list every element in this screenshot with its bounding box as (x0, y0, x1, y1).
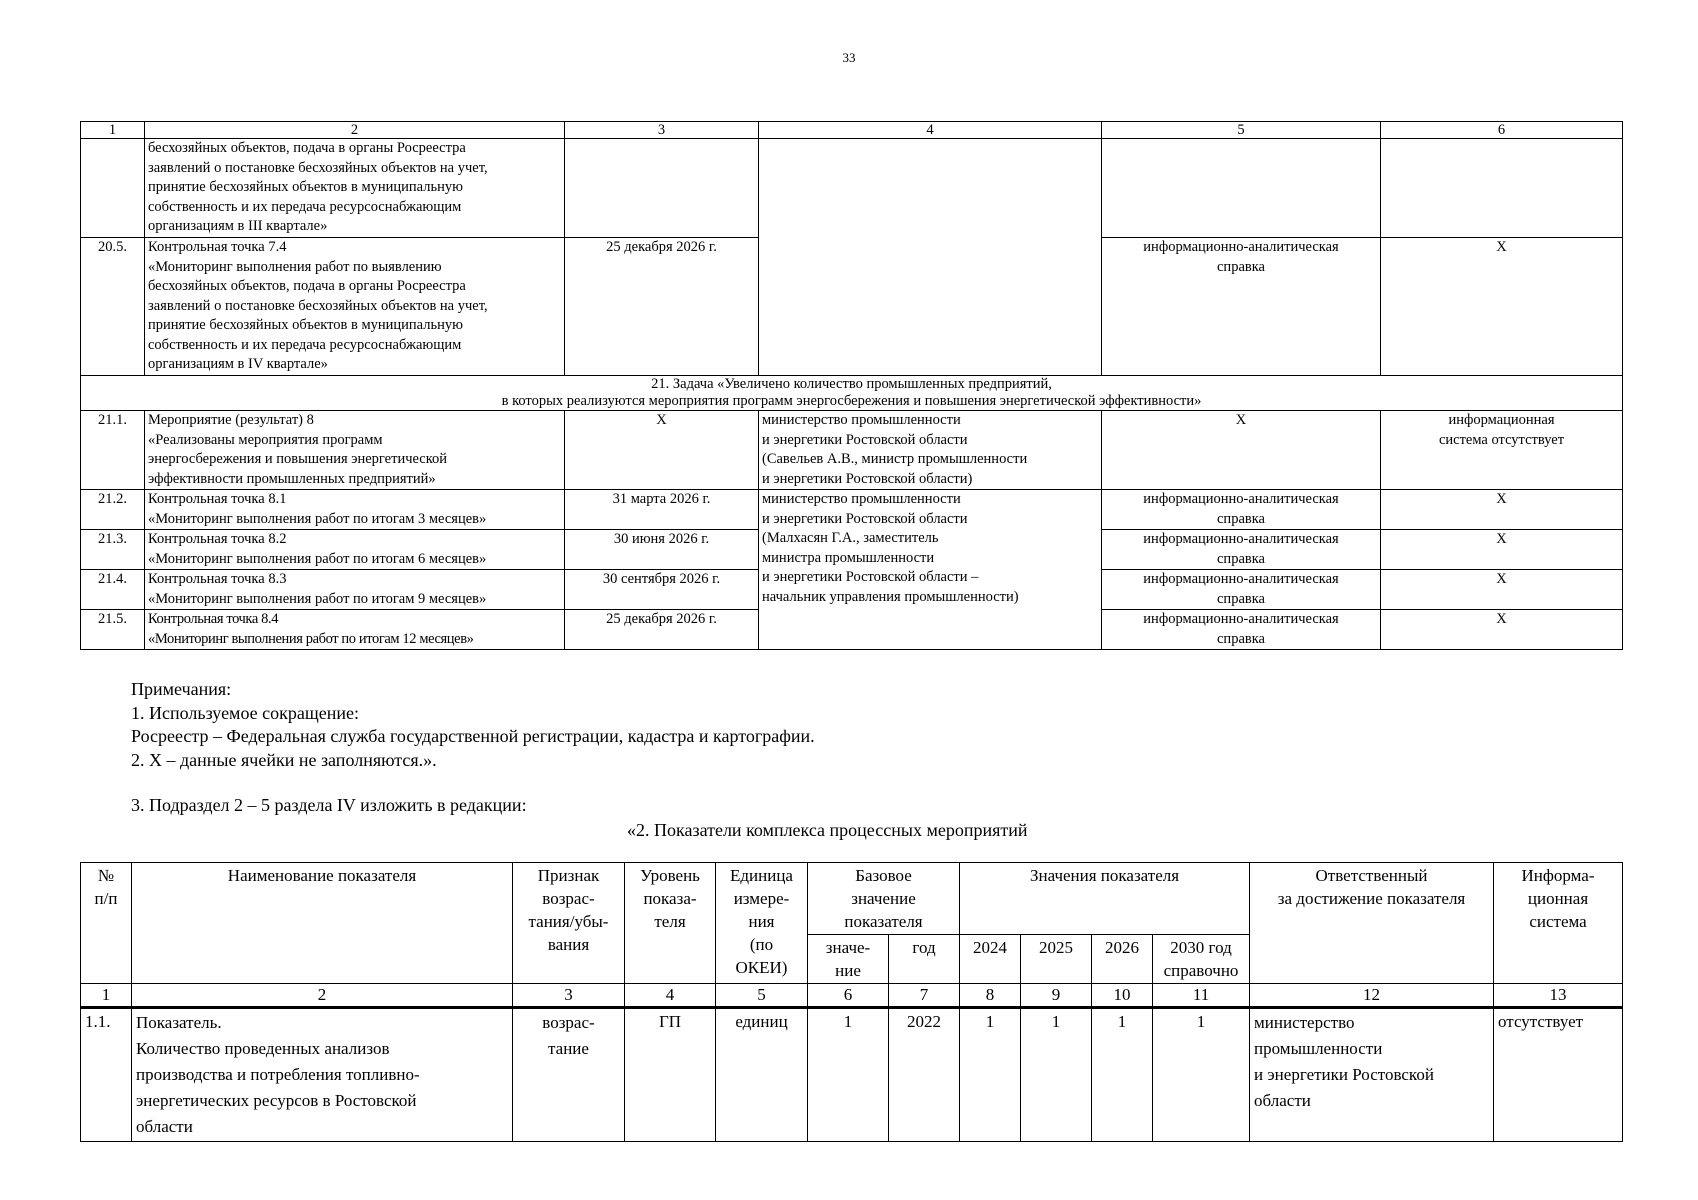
date-cell: 25 декабря 2026 г. (565, 610, 759, 650)
column-number: 9 (1021, 984, 1092, 1008)
header-cell: Ответственный за достижение показателя (1250, 863, 1494, 984)
info-system-cell: отсутствует (1494, 1008, 1623, 1142)
responsible-cell: министерство промышленности и энергетики Ростовской области (1250, 1008, 1494, 1142)
name-cell: Контрольная точка 8.4 «Мониторинг выполнения работ по итогам 12 месяцев» (145, 610, 565, 650)
header-cell: Значения показателя (960, 863, 1250, 935)
note-text: Росреестр – Федеральная служба государственной регистрации, кадастра и картографии. (131, 726, 815, 746)
sign-cell: возрас- тание (513, 1008, 625, 1142)
name-cell: бесхозяйных объектов, подача в органы Росреестра заявлений о постановке бесхозяйных объектов на учет, принятие бесхозяйных объектов в муниципальную собственность и их передача ресурсоснабжающим организациям в III квартале» (145, 139, 565, 238)
doc-cell (1102, 139, 1381, 238)
name-cell: Контрольная точка 8.2 «Мониторинг выполнения работ по итогам 6 месяцев» (145, 530, 565, 570)
note-item: 1. Используемое сокращение: (131, 702, 359, 723)
column-number: 4 (625, 984, 716, 1008)
table-row (81, 411, 1623, 490)
header-cell: № п/п (81, 863, 132, 984)
table-row (81, 490, 1623, 530)
control-points-table (80, 121, 1623, 650)
header-cell: 2030 год справочно (1153, 935, 1250, 984)
header-cell: Уровень показа- теля (625, 863, 716, 984)
column-number: 2 (132, 984, 513, 1008)
header-cell: значе- ние (808, 935, 889, 984)
header-cell: Информа- ционная система (1494, 863, 1623, 984)
num-cell: 20.5. (81, 238, 145, 376)
num-cell: 21.5. (81, 610, 145, 650)
base-value-cell: 1 (808, 1008, 889, 1142)
doc-cell: X (1102, 411, 1381, 490)
header-cell: 2026 (1092, 935, 1153, 984)
header-cell: Базовое значение показателя (808, 863, 960, 935)
doc-cell: информационно-аналитическая справка (1102, 238, 1381, 376)
column-number: 5 (716, 984, 808, 1008)
num-cell: 21.2. (81, 490, 145, 530)
section-instruction: 3. Подраздел 2 – 5 раздела IV изложить в редакции: (131, 795, 527, 815)
column-number: 11 (1153, 984, 1250, 1008)
value-2024-cell: 1 (960, 1008, 1021, 1142)
num-cell: 1.1. (81, 1008, 132, 1142)
date-cell: X (565, 411, 759, 490)
column-number: 3 (513, 984, 625, 1008)
doc-cell: информационно-аналитическая справка (1102, 530, 1381, 570)
date-cell: 25 декабря 2026 г. (565, 238, 759, 376)
table-header-row (81, 122, 1623, 139)
column-number: 1 (81, 984, 132, 1008)
num-cell: 21.4. (81, 570, 145, 610)
doc-cell: информационно-аналитическая справка (1102, 570, 1381, 610)
note-item: 2. X – данные ячейки не заполняются.». (131, 749, 437, 770)
table-row (81, 139, 1623, 238)
header-cell: 3 (565, 122, 759, 139)
name-cell: Мероприятие (результат) 8 «Реализованы мероприятия программ энергосбережения и повышения энергетической эффективности промышленных предприятий» (145, 411, 565, 490)
name-cell: Показатель. Количество проведенных анализов производства и потребления топливно- энергетических ресурсов в Ростовской области (132, 1008, 513, 1142)
header-cell: 2 (145, 122, 565, 139)
value-2030-cell: 1 (1153, 1008, 1250, 1142)
value-2025-cell: 1 (1021, 1008, 1092, 1142)
column-number: 7 (889, 984, 960, 1008)
notes-block (131, 678, 815, 818)
name-cell: Контрольная точка 8.1 «Мониторинг выполнения работ по итогам 3 месяцев» (145, 490, 565, 530)
doc-cell: информационно-аналитическая справка (1102, 490, 1381, 530)
date-cell: 31 марта 2026 г. (565, 490, 759, 530)
indicators-table (80, 862, 1623, 1142)
num-cell: 21.3. (81, 530, 145, 570)
task-row (81, 376, 1623, 411)
info-cell: X (1381, 610, 1623, 650)
responsible-cell: министерство промышленности и энергетики Ростовской области (Малхасян Г.А., заместитель министра промышленности и энергетики Ростовской области – начальник управления промышленности) (759, 490, 1102, 650)
date-cell (565, 139, 759, 238)
responsible-cell: министерство промышленности и энергетики Ростовской области (Савельев А.В., министр промышленности и энергетики Ростовской области) (759, 411, 1102, 490)
doc-cell: информационно-аналитическая справка (1102, 610, 1381, 650)
subsection-title: «2. Показатели комплекса процессных мероприятий (627, 820, 1028, 840)
column-number: 12 (1250, 984, 1494, 1008)
header-cell: 2024 (960, 935, 1021, 984)
header-cell: 5 (1102, 122, 1381, 139)
header-cell: Наименование показателя (132, 863, 513, 984)
date-cell: 30 сентября 2026 г. (565, 570, 759, 610)
header-cell: Единица измере- ния (по ОКЕИ) (716, 863, 808, 984)
page-number: 33 (842, 50, 856, 65)
header-cell: год (889, 935, 960, 984)
num-cell (81, 139, 145, 238)
header-cell: 6 (1381, 122, 1623, 139)
task-title: 21. Задача «Увеличено количество промышленных предприятий, в которых реализуются мероприятия программ энергосбережения и повышения энергетической эффективности» (81, 376, 1623, 411)
info-cell: X (1381, 570, 1623, 610)
value-2026-cell: 1 (1092, 1008, 1153, 1142)
name-cell: Контрольная точка 8.3 «Мониторинг выполнения работ по итогам 9 месяцев» (145, 570, 565, 610)
info-cell: X (1381, 238, 1623, 376)
info-cell: X (1381, 490, 1623, 530)
table-row (81, 1008, 1623, 1142)
column-number: 6 (808, 984, 889, 1008)
info-cell (1381, 139, 1623, 238)
column-number: 8 (960, 984, 1021, 1008)
unit-cell: единиц (716, 1008, 808, 1142)
header-cell: 1 (81, 122, 145, 139)
info-cell: X (1381, 530, 1623, 570)
date-cell: 30 июня 2026 г. (565, 530, 759, 570)
table-header-row (81, 863, 1623, 935)
num-cell: 21.1. (81, 411, 145, 490)
column-number: 13 (1494, 984, 1623, 1008)
base-year-cell: 2022 (889, 1008, 960, 1142)
header-cell: Признак возрас- тания/убы- вания (513, 863, 625, 984)
header-cell: 2025 (1021, 935, 1092, 984)
notes-title: Примечания: (131, 679, 232, 699)
responsible-cell (759, 139, 1102, 376)
column-numbers-row (81, 984, 1623, 1008)
level-cell: ГП (625, 1008, 716, 1142)
name-cell: Контрольная точка 7.4 «Мониторинг выполнения работ по выявлению бесхозяйных объектов, подача в органы Росреестра заявлений о постановке бесхозяйных объектов на учет, принятие бесхозяйных объектов в муниципальную собственность и их передача ресурсоснабжающим организациям в IV квартале» (145, 238, 565, 376)
info-cell: информационная система отсутствует (1381, 411, 1623, 490)
header-cell: 4 (759, 122, 1102, 139)
column-number: 10 (1092, 984, 1153, 1008)
